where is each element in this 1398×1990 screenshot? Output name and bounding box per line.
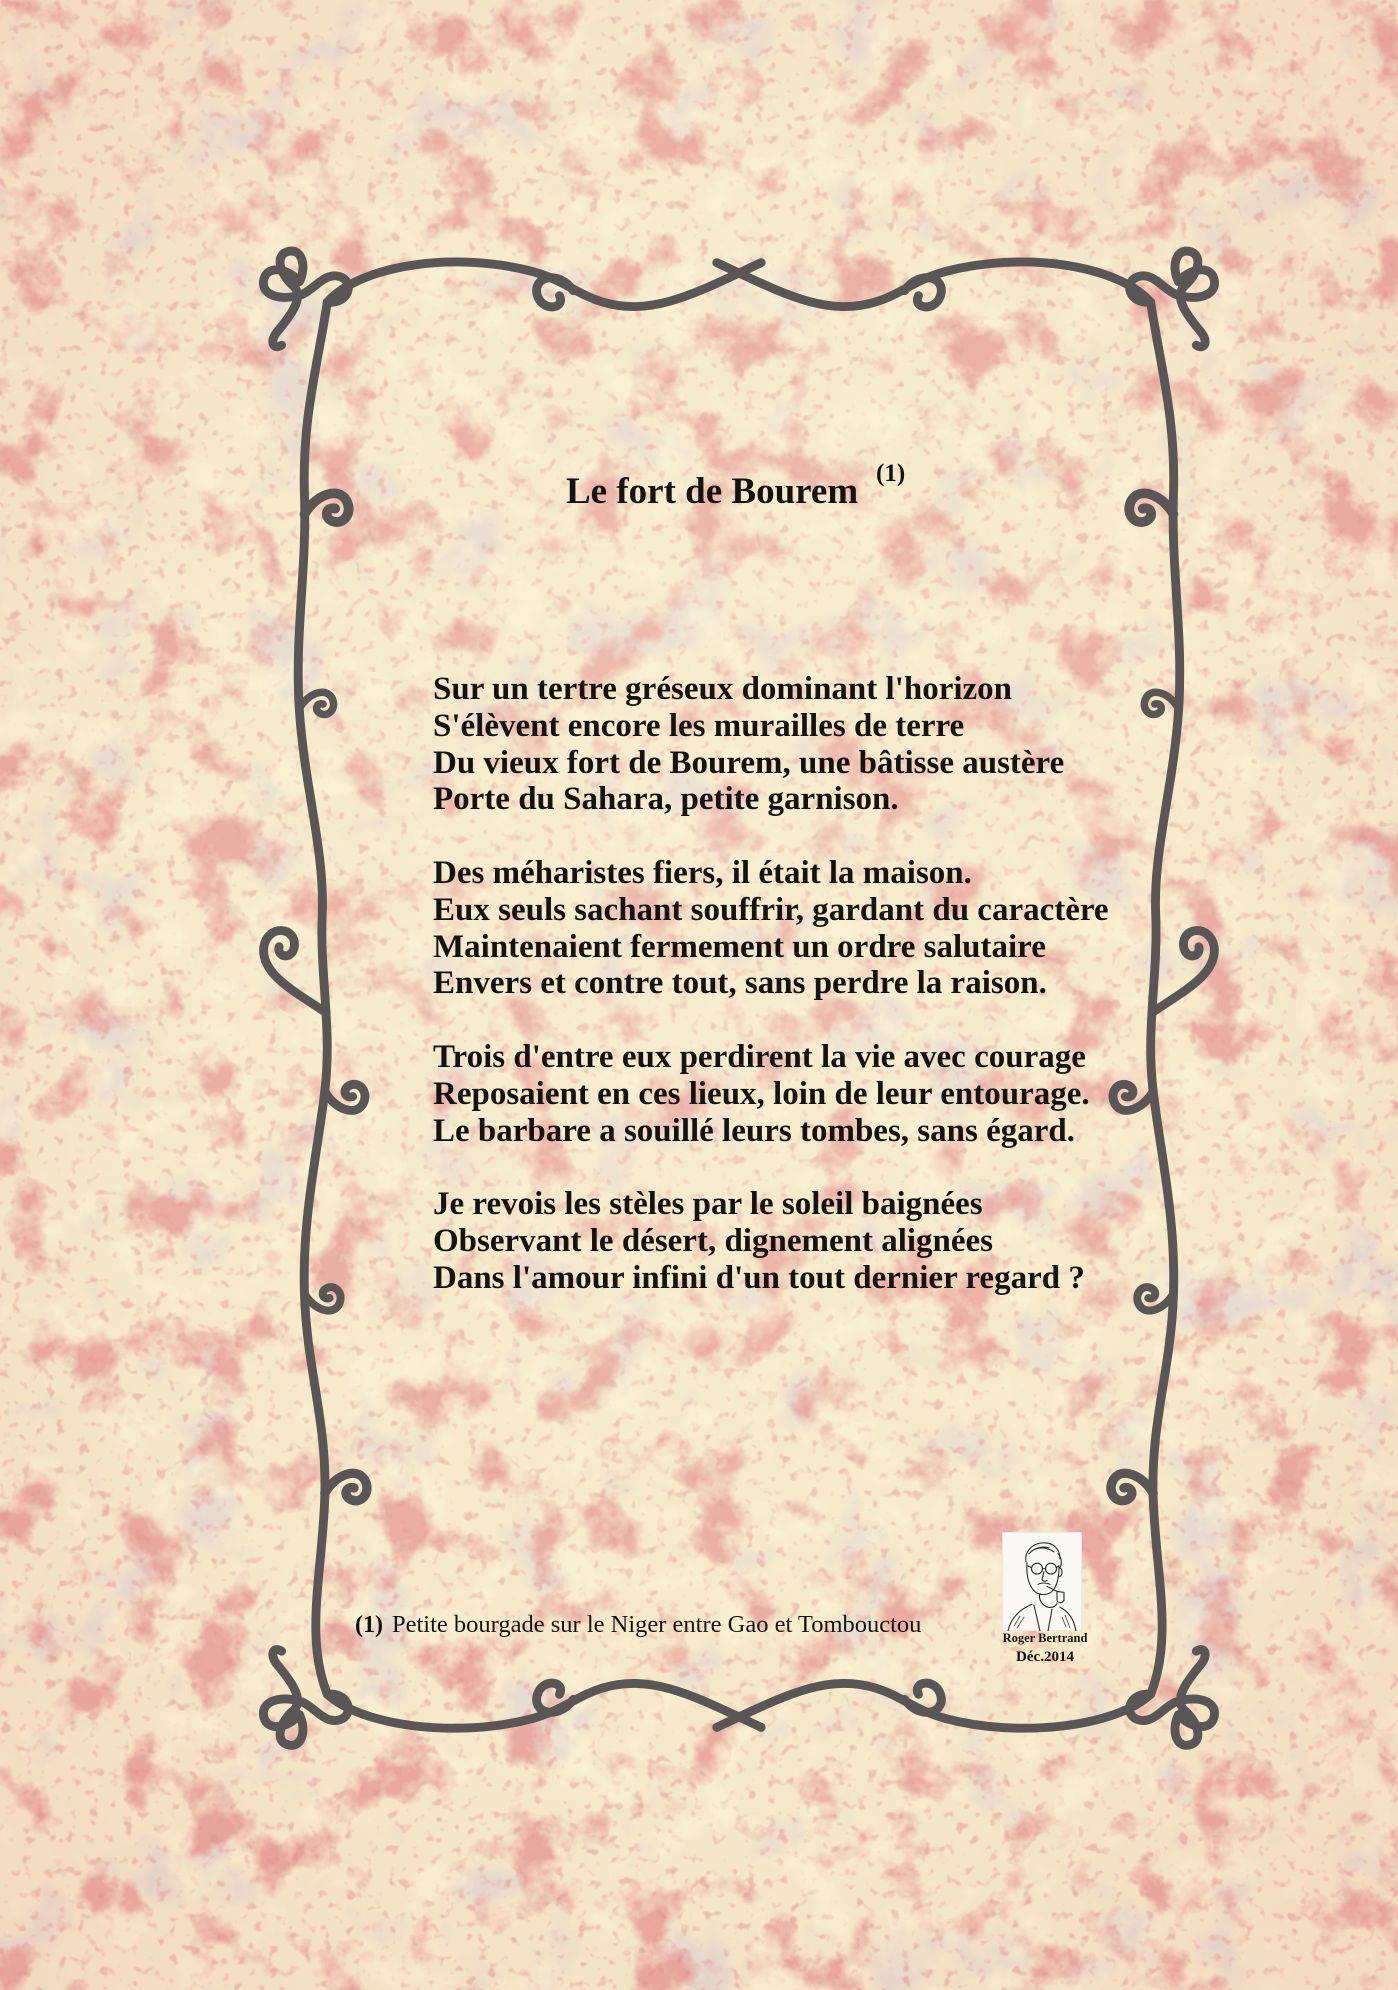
poem-line: Eux seuls sachant souffrir, gardant du caractère xyxy=(433,891,1109,928)
footnote-marker: (1) xyxy=(355,1612,383,1638)
author-portrait-sketch xyxy=(1002,1532,1082,1631)
poem-line: Porte du Sahara, petite garnison. xyxy=(433,781,899,818)
stanza-1 xyxy=(433,671,1109,818)
poem-line: Envers et contre tout, sans perdre la raison. xyxy=(433,965,1047,1002)
poem-line: Dans l'amour infini d'un tout dernier regard ? xyxy=(433,1259,1085,1296)
stanza-2 xyxy=(433,855,1109,1002)
poem-body xyxy=(433,671,1109,1297)
stanza-4 xyxy=(433,1186,1109,1296)
poem-line: Le barbare a souillé leurs tombes, sans égard. xyxy=(433,1112,1075,1149)
footnote-text: Petite bourgade sur le Niger entre Gao et Tombouctou xyxy=(392,1611,922,1638)
signature-author: Roger Bertrand xyxy=(1002,1631,1088,1645)
poem-line: Je revois les stèles par le soleil baignées xyxy=(433,1186,983,1223)
stanza-3 xyxy=(433,1039,1109,1149)
signature-date: Déc.2014 xyxy=(1016,1649,1074,1665)
poem-line: S'élèvent encore les murailles de terre xyxy=(433,707,965,744)
poem-line: Observant le désert, dignement alignées xyxy=(433,1222,994,1259)
poem-line: Des méharistes fiers, il était la maison. xyxy=(433,854,972,891)
poem-line: Sur un tertre gréseux dominant l'horizon xyxy=(433,671,1013,707)
poem-line: Du vieux fort de Bourem, une bâtisse austère xyxy=(433,744,1065,781)
poem-line: Maintenaient fermement un ordre salutaire xyxy=(433,928,1046,965)
title-footnote-marker: (1) xyxy=(876,460,906,487)
poem-line: Reposaient en ces lieux, loin de leur entourage. xyxy=(433,1075,1090,1112)
poem-line: Trois d'entre eux perdirent la vie avec courage xyxy=(433,1038,1086,1075)
poem-title: Le fort de Bourem xyxy=(566,471,859,512)
